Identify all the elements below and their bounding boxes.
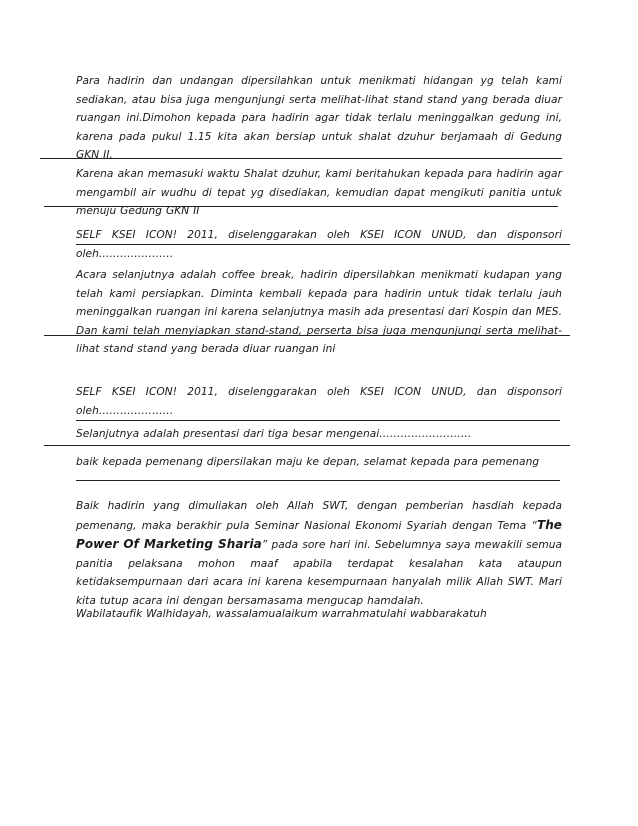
divider-line-4 [44,335,570,336]
paragraph-refreshments: Para hadirin dan undangan dipersilahkan untuk menikmati hidangan yg telah kami sediakan, atau bisa juga mengunjungi serta melihat-lihat stand stand yang berada diuar ruangan ini.Dimohon kepada para hadirin agar tidak terlalu meninggalkan gedung ini, karena pada pukul 1.15 kita akan bersiap untuk shalat dzuhur berjamaah di Gedung GKN II. [76,75,562,162]
paragraph-dzuhur-prayer: Karena akan memasuki waktu Shalat dzuhur, kami beritahukan kepada para hadirin agar mengambil air wudhu di tepat yg disediakan, kemudian dapat mengikuti panitia untuk menuju Gedung GKN II [76,168,562,218]
paragraph-coffee-break: Acara selanjutnya adalah coffee break, hadirin dipersilahkan menikmati kudapan yang telah kami persiapkan. Diminta kembali kepada para hadirin untuk tidak terlalu jauh meninggalkan ruangan ini karena selanjutnya masih ada presentasi dari Kospin dan MES. Dan kami telah menyiapkan stand-stand, perserta bisa juga mengunjungi serta melihat-lihat stand stand yang berada diuar ruangan ini [76,269,562,356]
divider-line-5 [76,420,560,421]
divider-line-1 [40,158,562,159]
seminar-theme-title: The Power Of Marketing Sharia [76,517,562,552]
paragraph-winners: baik kepada pemenang dipersilakan maju ke depan, selamat kepada para pemenang [76,456,540,468]
paragraph-closing-seminar [76,497,562,611]
closing-text-before-theme: Baik hadirin yang dimuliakan oleh Allah SWT, dengan pemberian hasdiah kepada pemenang, maka berakhir pula Seminar Nasional Ekonomi Syariah dengan Tema “ [76,500,562,532]
paragraph-sponsor-1: SELF KSEI ICON! 2011, diselenggarakan oleh KSEI ICON UNUD, dan disponsori oleh………………… [76,229,562,260]
paragraph-farewell: Wabilataufik Walhidayah, wassalamualaikum warrahmatulahi wabbarakatuh [76,608,487,620]
closing-text-after-theme: ” pada sore hari ini. Sebelumnya saya mewakili semua panitia pelaksana mohon maaf apabila terdapat kesalahan kata ataupun ketidaksempurnaan dari acara ini karena kesempurnaan hanyalah milik Allah SWT. Mari kita tutup acara ini dengan bersamasama mengucap hamdalah. [76,539,562,607]
divider-line-2 [44,206,558,207]
divider-line-7 [76,480,560,481]
divider-line-3 [76,244,570,245]
divider-line-6 [44,445,570,446]
paragraph-sponsor-2: SELF KSEI ICON! 2011, diselenggarakan oleh KSEI ICON UNUD, dan disponsori oleh………………… [76,386,562,417]
paragraph-presentation: Selanjutnya adalah presentasi dari tiga besar mengenai…………………….. [76,428,472,440]
